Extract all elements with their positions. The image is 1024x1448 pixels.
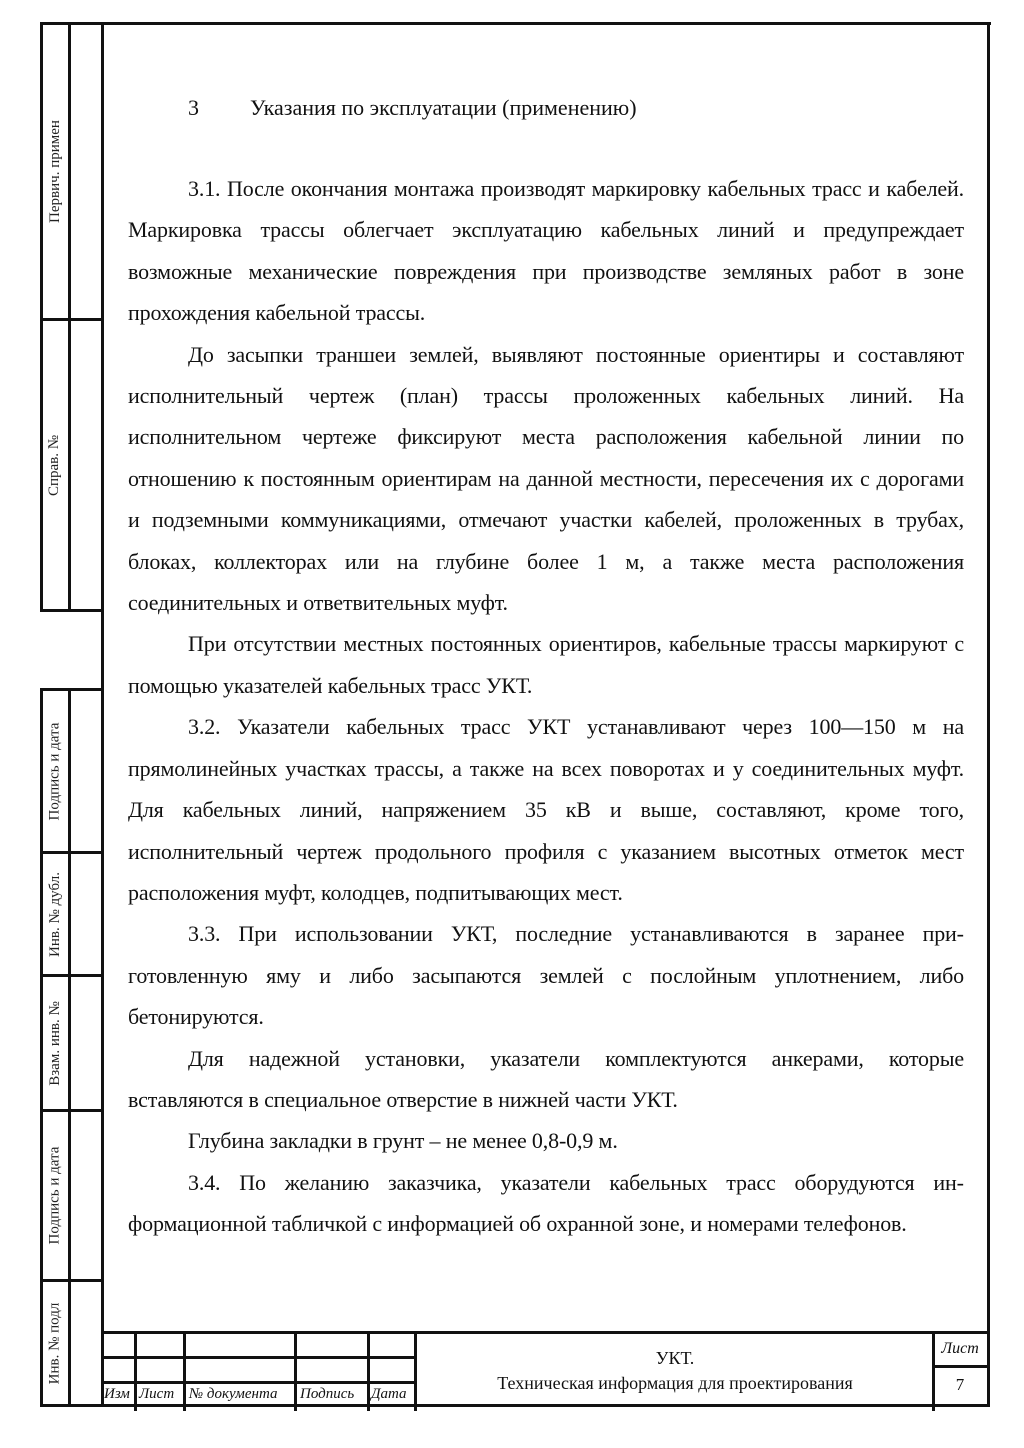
- side-field-label: Первич. примен: [46, 119, 63, 223]
- side-field-signature-date-2: [42, 1112, 68, 1279]
- section-heading: [128, 92, 964, 124]
- side-field-label: Подпись и дата: [46, 722, 63, 820]
- side-field-duplicate-inv: [42, 854, 68, 974]
- side-field-label: Взам. инв. №: [46, 1000, 63, 1086]
- column-label-date: Дата: [371, 1386, 407, 1402]
- title-block-col-line: [183, 1331, 186, 1411]
- paragraph: Для надежной установки, указатели комплектуются анкерами, которые вставляются в специальное отверстие в нижней части УКТ.: [128, 1045, 964, 1112]
- sheet-number: 7: [955, 1375, 965, 1394]
- side-field-primary-use: [42, 24, 68, 318]
- column-label-revision: Изм: [104, 1386, 130, 1402]
- side-field-label: Инв. № подл: [46, 1302, 63, 1384]
- frame-right-line: [987, 22, 990, 1407]
- title-block-col-line: [294, 1331, 297, 1411]
- paragraph: 3.4. По желанию заказчика, указатели кабельных трасс оборудуются информационной табличкой с информацией об охранной зоне, и номерами телефонов.: [128, 1169, 964, 1237]
- paragraph: Глубина закладки в грунт – не менее 0,8-0,9 м.: [188, 1128, 618, 1154]
- title-block-row-line: [932, 1365, 987, 1368]
- side-field-label: Справ. №: [46, 434, 63, 496]
- side-field-label: Подпись и дата: [46, 1146, 63, 1245]
- side-field-reference-no: [42, 321, 68, 609]
- column-label-signature: Подпись: [300, 1386, 355, 1402]
- side-stamp-inner-line: [68, 22, 71, 612]
- column-label-document-no: № документа: [189, 1386, 278, 1402]
- document-body: [128, 92, 964, 1245]
- side-field-signature-date: [42, 691, 68, 851]
- paragraph: 3.2. Указатели кабельных трасс УКТ устанавливают через 100—150 м на прямолинейных участках трассы, а также на всех поворотах и у соединительных муфт. Для кабельных линий, напряжением 35 кВ и выше, составляют, кроме того, исполнительный чертеж продольного профиля с указанием высотных отметок мест расположения муфт, колодцев, подпитывающих мест.: [128, 714, 964, 905]
- section-number: 3: [188, 95, 199, 120]
- title-block-col-line: [134, 1331, 137, 1411]
- side-stamp-inner-line: [68, 688, 71, 1407]
- frame-left-line: [101, 22, 104, 1407]
- document-title: УКТ.: [655, 1348, 695, 1368]
- section-title: Указания по эксплуатации (применению): [250, 95, 637, 120]
- side-field-original-inv: [42, 1282, 68, 1404]
- paragraph: До засыпки траншеи землей, выявляют постоянные ориентиры и составляют исполнительный чертеж (план) трассы проложенных кабельных линий. На исполнительном чертеже фиксируют места расположения кабельной линии по отношению к постоянным ориентирам на данной местности, пересечения их с дорогами и подземными коммуникациями, отмечают участки кабелей, проложенных в трубах, блоках, коллекторах или на глубине более 1 м, а также места расположения соединительных и ответвительных муфт.: [128, 341, 964, 616]
- side-stamp-divider: [40, 609, 103, 612]
- document-subtitle: Техническая информация для проектирования: [497, 1373, 853, 1393]
- sheet-label: Лист: [941, 1340, 979, 1357]
- paragraph: 3.3. При использовании УКТ, последние устанавливаются в заранее приготовленную яму и либо засыпаются землей с послойным уплотнением, либо бетонируются.: [128, 921, 964, 1030]
- title-block-top-line: [101, 1331, 987, 1334]
- side-field-replacement-inv: [42, 977, 68, 1109]
- frame-top-line: [41, 22, 991, 25]
- column-label-sheet: Лист: [139, 1386, 175, 1402]
- paragraph: При отсутствии местных постоянных ориентиров, кабельные трассы маркируют с помощью указателей кабельных трасс УКТ.: [128, 631, 964, 698]
- title-block-col-line: [414, 1331, 417, 1411]
- paragraph: 3.1. После окончания монтажа производят маркировку кабельных трасс и кабелей. Маркировка трассы облегчает эксплуатацию кабельных линий и предупреждает возможные механические повреждения при производстве земляных работ в зоне прохождения кабельной трассы.: [128, 176, 964, 326]
- side-field-label: Инв. № дубл.: [46, 871, 63, 957]
- title-block-col-line: [367, 1331, 370, 1411]
